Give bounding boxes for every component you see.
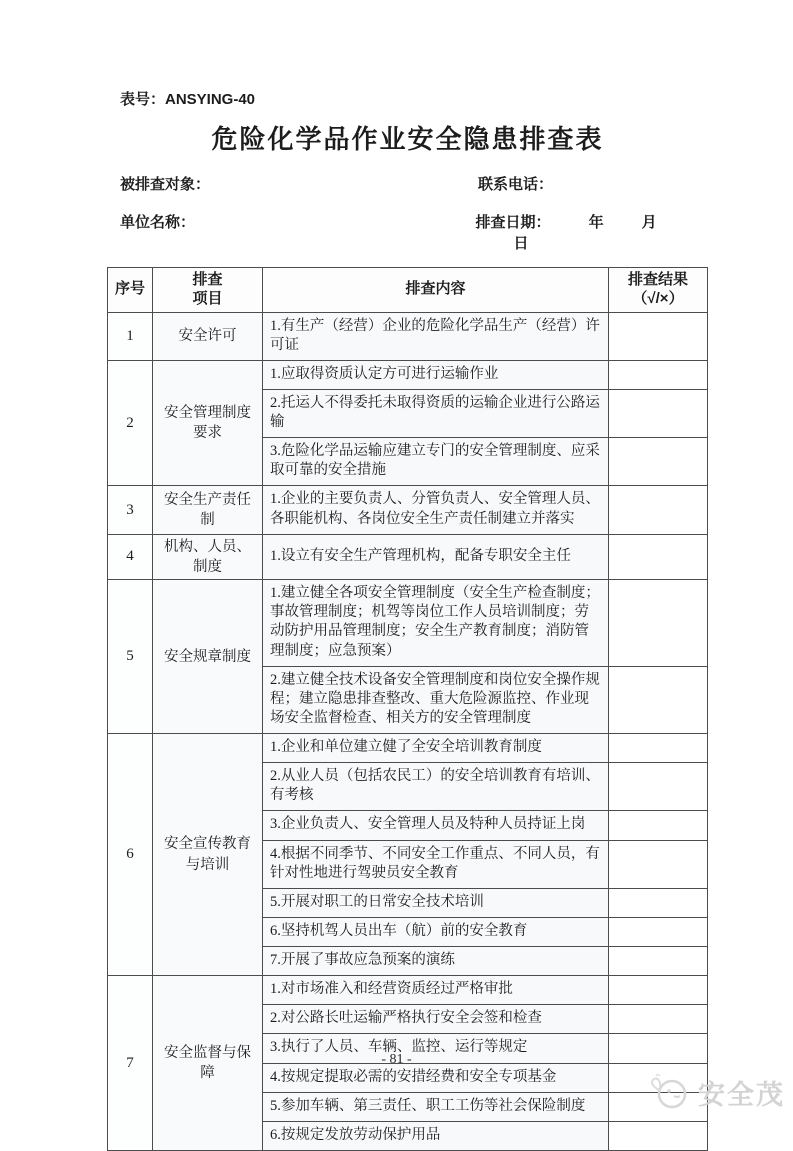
- inspection-item-cell: 安全生产责任制: [153, 486, 263, 534]
- serial-cell: 6: [108, 734, 153, 976]
- serial-cell: 4: [108, 534, 153, 580]
- phone-label: 联系电话：: [478, 176, 554, 193]
- result-cell: [609, 811, 708, 840]
- table-row: [108, 580, 708, 667]
- inspection-item-cell: 安全规章制度: [153, 580, 263, 734]
- unit-label: 单位名称：: [120, 214, 196, 231]
- result-cell: [609, 947, 708, 976]
- watermark: [646, 1072, 785, 1112]
- table-row: [108, 734, 708, 763]
- inspection-content-cell: 3.企业负责人、安全管理人员及特种人员持证上岗: [263, 811, 609, 840]
- inspection-content-cell: 3.危险化学品运输应建立专门的安全管理制度、应采取可靠的安全措施: [263, 438, 609, 486]
- result-cell: [609, 534, 708, 580]
- form-number: 表号：ANSYING-40: [120, 91, 256, 108]
- inspection-content-cell: 2.建立健全技术设备安全管理制度和岗位安全操作规程；建立隐患排查整改、重大危险源监控、作业现场安全监督检查、相关方的安全管理制度: [263, 666, 609, 733]
- inspection-content-cell: 1.建立健全各项安全管理制度（安全生产检查制度；事故管理制度；机驾等岗位工作人员培训制度；劳动防护用品管理制度；安全生产教育制度；消防管理制度；应急预案）: [263, 580, 609, 667]
- inspection-content-cell: 7.开展了事故应急预案的演练: [263, 947, 609, 976]
- date-month-label: 月: [641, 214, 657, 231]
- inspection-table: [107, 267, 708, 1151]
- result-cell: [609, 917, 708, 946]
- inspection-content-cell: 1.应取得资质认定方可进行运输作业: [263, 360, 609, 389]
- result-cell: [609, 389, 708, 437]
- result-cell: [609, 840, 708, 888]
- serial-cell: 1: [108, 312, 153, 360]
- inspection-content-cell: 1.企业的主要负责人、分管负责人、安全管理人员、各职能机构、各岗位安全生产责任制建立并落实: [263, 486, 609, 534]
- table-row: [108, 976, 708, 1005]
- inspection-content-cell: 2.对公路长吐运输严格执行安全会签和检查: [263, 1005, 609, 1034]
- table-row: [108, 534, 708, 580]
- header-item-line1: 排查: [192, 271, 223, 288]
- target-label: 被排查对象：: [120, 176, 211, 193]
- result-cell: [609, 438, 708, 486]
- table-row: [108, 486, 708, 534]
- header-result-line1: 排查结果: [627, 271, 688, 288]
- inspection-content-cell: 1.企业和单位建立健了全安全培训教育制度: [263, 734, 609, 763]
- result-cell: [609, 734, 708, 763]
- inspection-content-cell: 2.托运人不得委托未取得资质的运输企业进行公路运输: [263, 389, 609, 437]
- inspection-content-cell: 4.根据不同季节、不同安全工作重点、不同人员，有针对性地进行驾驶员安全教育: [263, 840, 609, 888]
- header-result-line2: （√/×）: [632, 289, 684, 307]
- mascot-icon: [646, 1072, 690, 1112]
- result-cell: [609, 580, 708, 667]
- inspection-content-cell: 4.按规定提取必需的安措经费和安全专项基金: [263, 1063, 609, 1092]
- header-item: [153, 268, 263, 313]
- result-cell: [609, 1121, 708, 1150]
- inspection-content-cell: 5.参加车辆、第三责任、职工工伤等社会保险制度: [263, 1092, 609, 1121]
- inspection-item-cell: 安全管理制度要求: [153, 360, 263, 486]
- table-header-row: [108, 268, 708, 313]
- date-year-label: 年: [588, 214, 604, 231]
- result-cell: [609, 976, 708, 1005]
- inspection-item-cell: 安全宣传教育与培训: [153, 734, 263, 976]
- date-group: [476, 211, 708, 253]
- inspection-content-cell: 3.执行了人员、车辆、监控、运行等规定: [263, 1034, 609, 1063]
- inspection-content-cell: 6.按规定发放劳动保护用品: [263, 1121, 609, 1150]
- serial-cell: 2: [108, 360, 153, 486]
- header-result: [609, 268, 708, 313]
- document-sheet: [107, 0, 708, 1151]
- inspection-content-cell: 2.从业人员（包括农民工）的安全培训教育有培训、有考核: [263, 763, 609, 811]
- serial-cell: 3: [108, 486, 153, 534]
- meta-row-2: [107, 211, 708, 253]
- serial-cell: 7: [108, 976, 153, 1151]
- result-cell: [609, 1005, 708, 1034]
- result-cell: [609, 312, 708, 360]
- date-label: 排查日期：: [475, 214, 551, 231]
- inspection-content-cell: 1.设立有安全生产管理机构，配备专职安全主任: [263, 534, 609, 580]
- inspection-content-cell: 5.开展对职工的日常安全技术培训: [263, 888, 609, 917]
- result-cell: [609, 486, 708, 534]
- header-serial: 序号: [108, 268, 153, 313]
- result-cell: [609, 888, 708, 917]
- inspection-item-cell: 机构、人员、制度: [153, 534, 263, 580]
- result-cell: [609, 360, 708, 389]
- header-content: 排查内容: [263, 268, 609, 313]
- meta-row-1: [107, 173, 708, 194]
- table-row: [108, 312, 708, 360]
- inspection-item-cell: 安全监督与保障: [153, 976, 263, 1151]
- inspection-content-cell: 1.对市场准入和经营资质经过严格审批: [263, 976, 609, 1005]
- watermark-text: 安全茂: [698, 1079, 785, 1110]
- header-item-line2: 项目: [192, 289, 223, 307]
- date-day-label: 日: [513, 235, 529, 252]
- inspection-content-cell: 1.有生产（经营）企业的危险化学品生产（经营）许可证: [263, 312, 609, 360]
- table-row: [108, 360, 708, 389]
- result-cell: [609, 666, 708, 733]
- page-number: - 81 -: [381, 1052, 412, 1067]
- inspection-item-cell: 安全许可: [153, 312, 263, 360]
- result-cell: [609, 763, 708, 811]
- page-title: 危险化学品作业安全隐患排查表: [211, 124, 604, 154]
- inspection-content-cell: 6.坚持机驾人员出车（航）前的安全教育: [263, 917, 609, 946]
- serial-cell: 5: [108, 580, 153, 734]
